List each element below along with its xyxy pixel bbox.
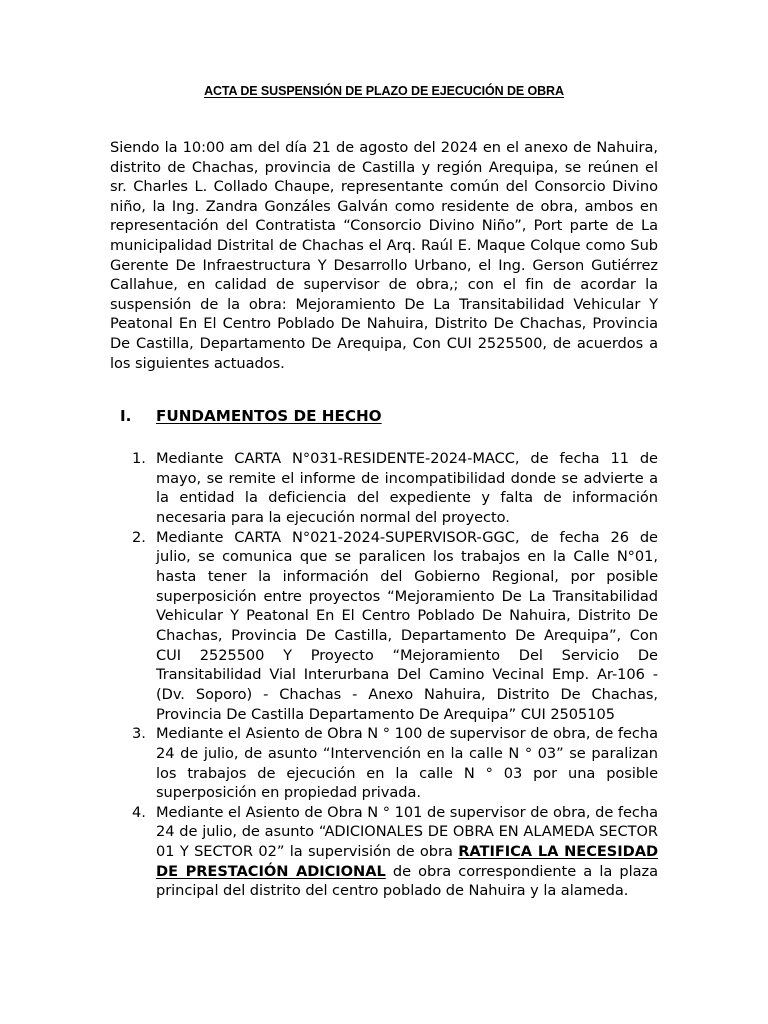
section-number: I. [120,407,132,425]
list-item-text: Mediante CARTA N°021-2024-SUPERVISOR-GGC, de fecha 26 de julio, se comunica que se paralicen los trabajos en la Calle N°01, hasta tener la información del Gobierno Regional, por posible superposición entre proyectos “Mejoramiento De La Transitabilidad Vehicular Y Peatonal En El Centro Poblado De Nahuira, Distrito De Chachas, Provincia De Castilla, Departamento De Arequipa”, Con CUI 2525500 Y Proyecto “Mejoramiento Del Servicio De Transitabilidad Vial Interurbana Del Camino Vecinal Emp. Ar-106 - (Dv. Soporo) - Chachas - Anexo Nahuira, Distrito De Chachas, Provincia De Castilla Departamento De Arequipa” CUI 2505105 [156,528,658,723]
list-item-number: 3. [132,725,146,743]
list-item-text: de obra correspondiente a la plaza principal del distrito del centro poblado de Nahuira y la alameda. [156,862,658,900]
list-item-text: Mediante el Asiento de Obra N ° 100 de supervisor de obra, de fecha 24 de julio, de asunto “Intervención en la calle N ° 03” se paralizan los trabajos de ejecución en la calle N ° 03 por una posible superposición en propiedad privada. [156,725,658,802]
list-item-number: 4. [132,803,146,821]
section-heading [120,406,620,426]
list-item-number: 1. [132,450,146,467]
list-item [110,803,658,901]
list-item [110,724,658,803]
list-item-emphasis: RATIFICA LA NECESIDAD DE PRESTACIÓN ADICIONAL [156,843,659,880]
intro-paragraph: Siendo la 10:00 am del día 21 de agosto del 2024 en el anexo de Nahuira, distrito de Chachas, provincia de Castilla y región Arequipa, se reúnen el sr. Charles L. Collado Chaupe, representante común del Consorcio Divino niño, la Ing. Zandra Gonzáles Galván como residente de obra, ambos en representación del Contratista “Consorcio Divino Niño”, Port parte de La municipalidad Distrital de Chachas el Arq. Raúl E. Maque Colque como Sub Gerente De Infraestructura Y Desarrollo Urbano, el Ing. Gerson Gutiérrez Callahue, en calidad de supervisor de obra,; con el fin de acordar la suspensión de la obra: Mejoramiento De La Transitabilidad Vehicular Y Peatonal En El Centro Poblado De Nahuira, Distrito De Chachas, Provincia De Castilla, Departamento De Arequipa, Con CUI 2525500, de acuerdos a los siguientes actuados. [110,139,658,372]
facts-list [110,449,658,901]
list-item [110,528,658,725]
list-item-text: Mediante el Asiento de Obra N ° 101 de supervisor de obra, de fecha 24 de julio, de asunto “ADICIONALES DE OBRA EN ALAMEDA SECTOR 01 Y SECTOR 02” la supervisión de obra [156,803,658,861]
list-item [110,449,658,528]
list-item-number: 2. [132,528,146,546]
section-title: FUNDAMENTOS DE HECHO [156,407,382,425]
list-item-text: Mediante CARTA N°031-RESIDENTE-2024-MACC, de fecha 11 de mayo, se remite el informe de incompatibilidad donde se advierte a la entidad la deficiencia del expediente y falta de información necesaria para la ejecución normal del proyecto. [156,450,658,526]
document-title: ACTA DE SUSPENSIÓN DE PLAZO DE EJECUCIÓN DE OBRA [204,84,564,98]
